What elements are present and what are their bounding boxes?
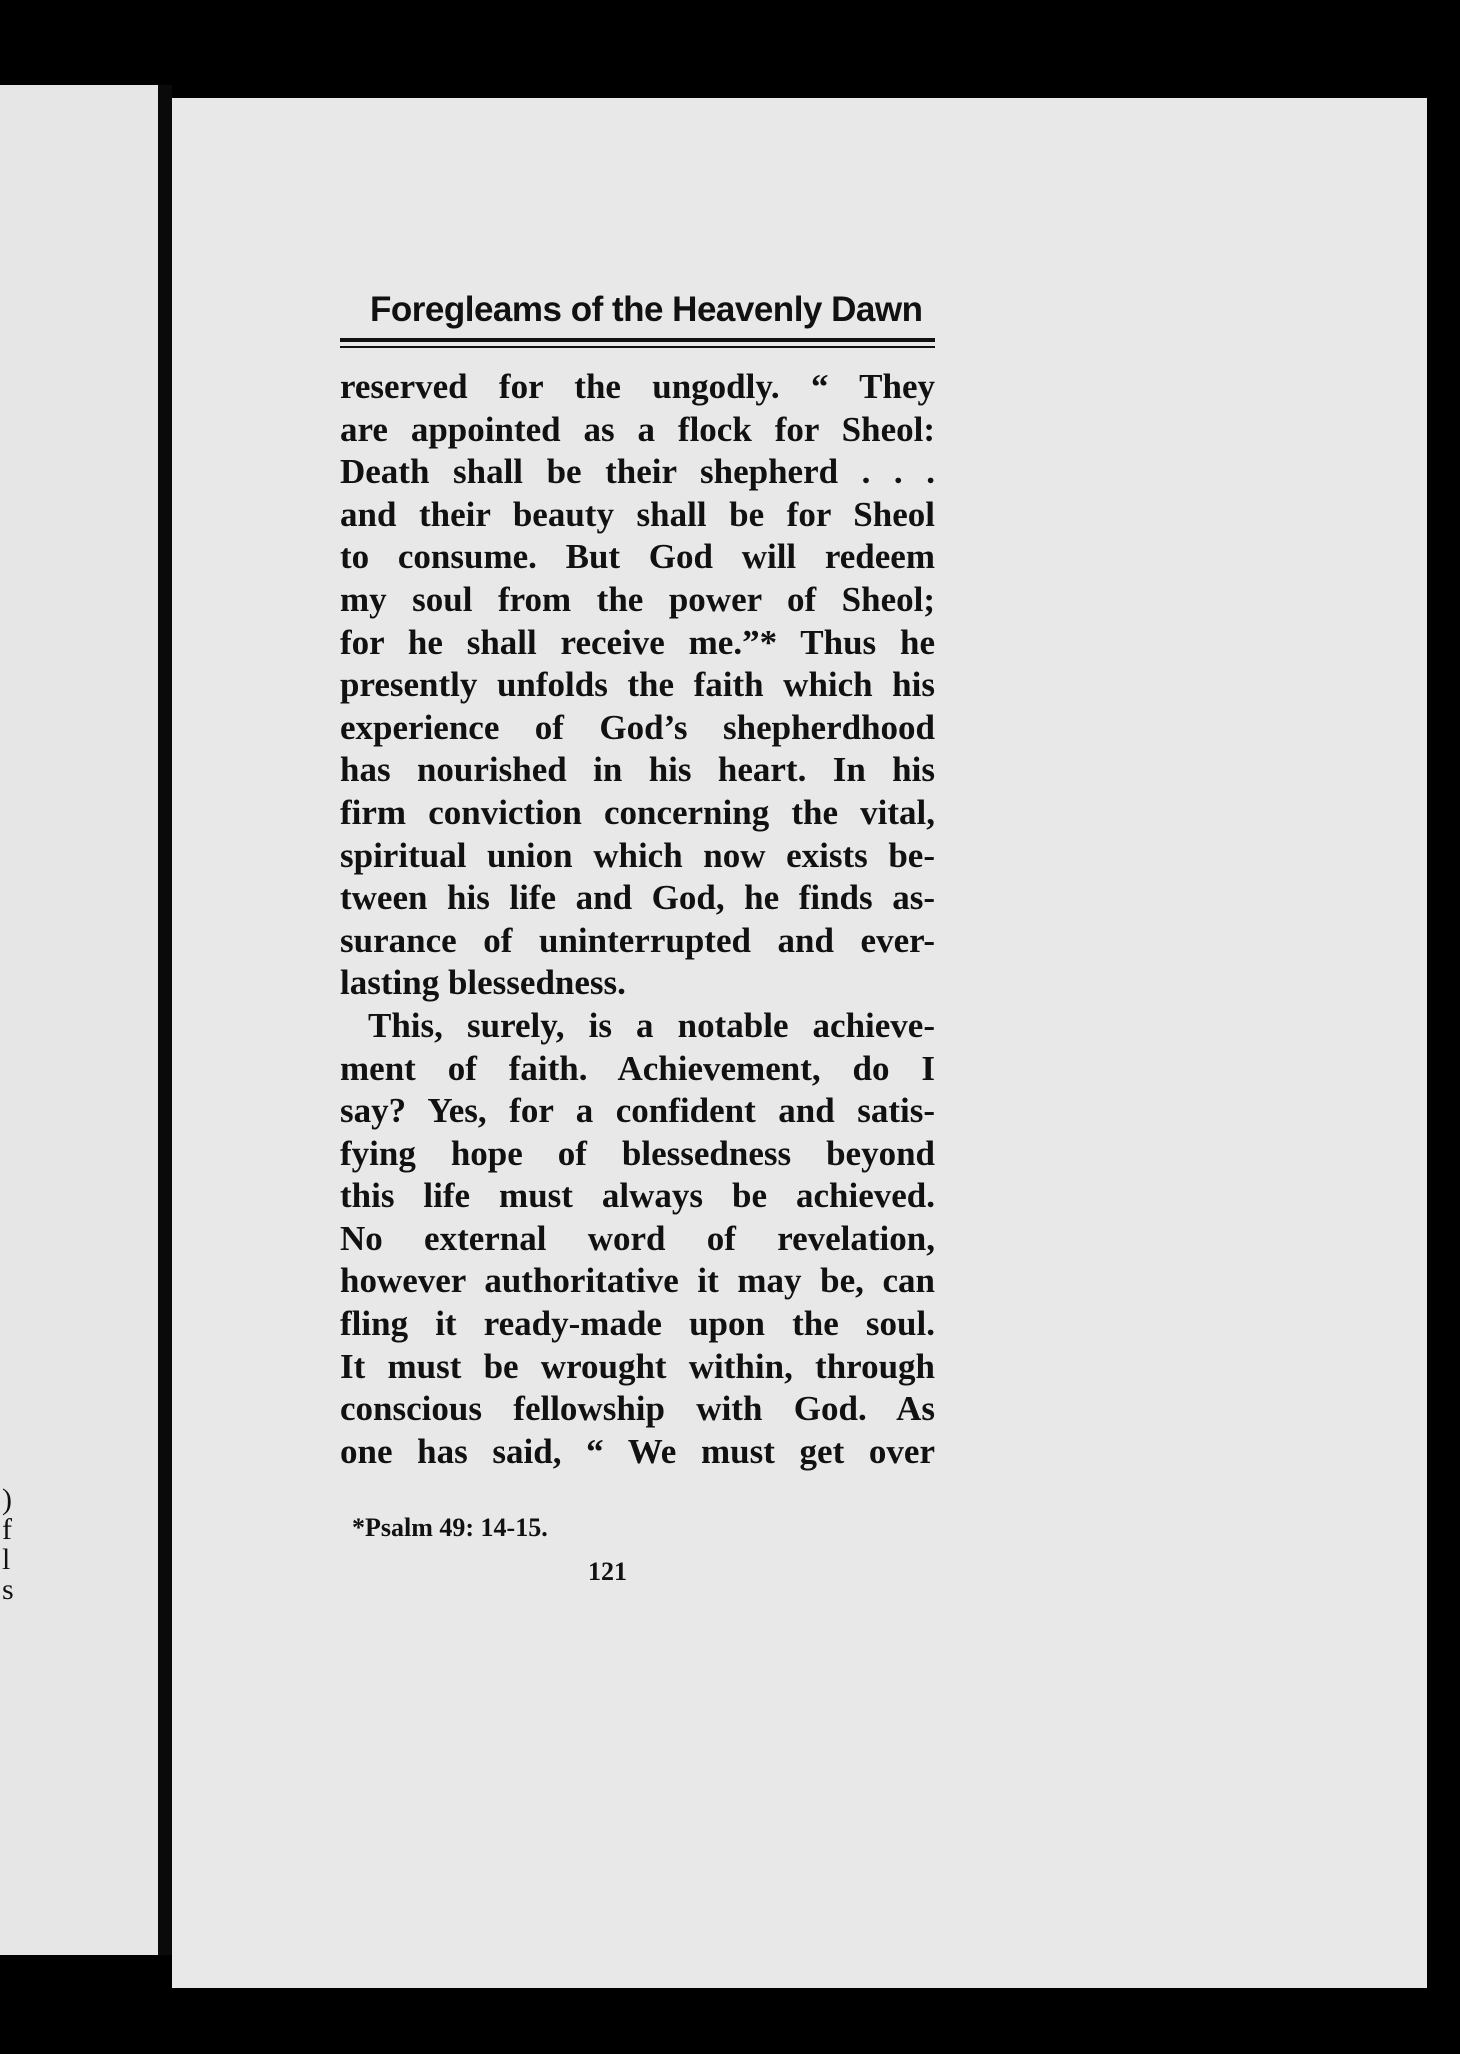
text-line: firm conviction concerning the vital, <box>340 792 935 832</box>
text-line: This, surely, is a notable achieve- <box>368 1005 935 1045</box>
paragraph-1 <box>340 366 935 1005</box>
text-line: fling it ready-made upon the soul. <box>340 1304 935 1344</box>
facing-page <box>0 85 158 1955</box>
book-spine <box>158 85 172 1955</box>
text-line: to consume. But God will redeem <box>340 537 935 577</box>
fragment: s <box>2 1573 14 1606</box>
text-line: ment of faith. Achievement, do I <box>340 1048 935 1088</box>
fragment: l <box>2 1543 11 1576</box>
paragraph-2 <box>340 1005 935 1474</box>
text-line: my soul from the power of Sheol; <box>340 579 935 619</box>
text-line: conscious fellowship with God. As <box>340 1389 935 1429</box>
text-line: say? Yes, for a confident and satis- <box>340 1091 935 1131</box>
text-line: No external word of revelation, <box>340 1218 935 1258</box>
text-line: experience of God’s shepherdhood <box>340 707 935 747</box>
text-line: however authoritative it may be, can <box>340 1261 935 1301</box>
text-line: tween his life and God, he finds as- <box>340 878 935 918</box>
text-line: for he shall receive me.”* Thus he <box>340 622 935 662</box>
text-line: lasting blessedness. <box>340 963 626 1003</box>
text-line: surance of uninterrupted and ever- <box>340 920 935 960</box>
fragment: f <box>2 1513 12 1546</box>
facing-page-text-fragments <box>2 1485 22 1605</box>
text-line: spiritual union which now exists be- <box>340 835 935 875</box>
text-line: one has said, “ We must get over <box>340 1431 935 1471</box>
footnote: *Psalm 49: 14-15. <box>352 1513 548 1543</box>
text-line: this life must always be achieved. <box>340 1176 935 1216</box>
text-line: are appointed as a flock for Sheol: <box>340 409 935 449</box>
head-rule <box>340 338 935 348</box>
text-line: has nourished in his heart. In his <box>340 750 935 790</box>
text-line: Death shall be their shepherd . . . <box>340 452 935 492</box>
body-text <box>340 366 935 1473</box>
text-line: reserved for the ungodly. “ They <box>340 367 935 406</box>
page-number: 121 <box>588 1557 627 1587</box>
text-line: and their beauty shall be for Sheol <box>340 494 935 534</box>
page-content <box>340 290 935 1587</box>
running-head: Foregleams of the Heavenly Dawn <box>370 290 923 329</box>
text-line: It must be wrought within, through <box>340 1346 935 1386</box>
fragment: ) <box>2 1483 12 1516</box>
text-line: fying hope of blessedness beyond <box>340 1133 935 1173</box>
text-line: presently unfolds the faith which his <box>340 665 935 705</box>
